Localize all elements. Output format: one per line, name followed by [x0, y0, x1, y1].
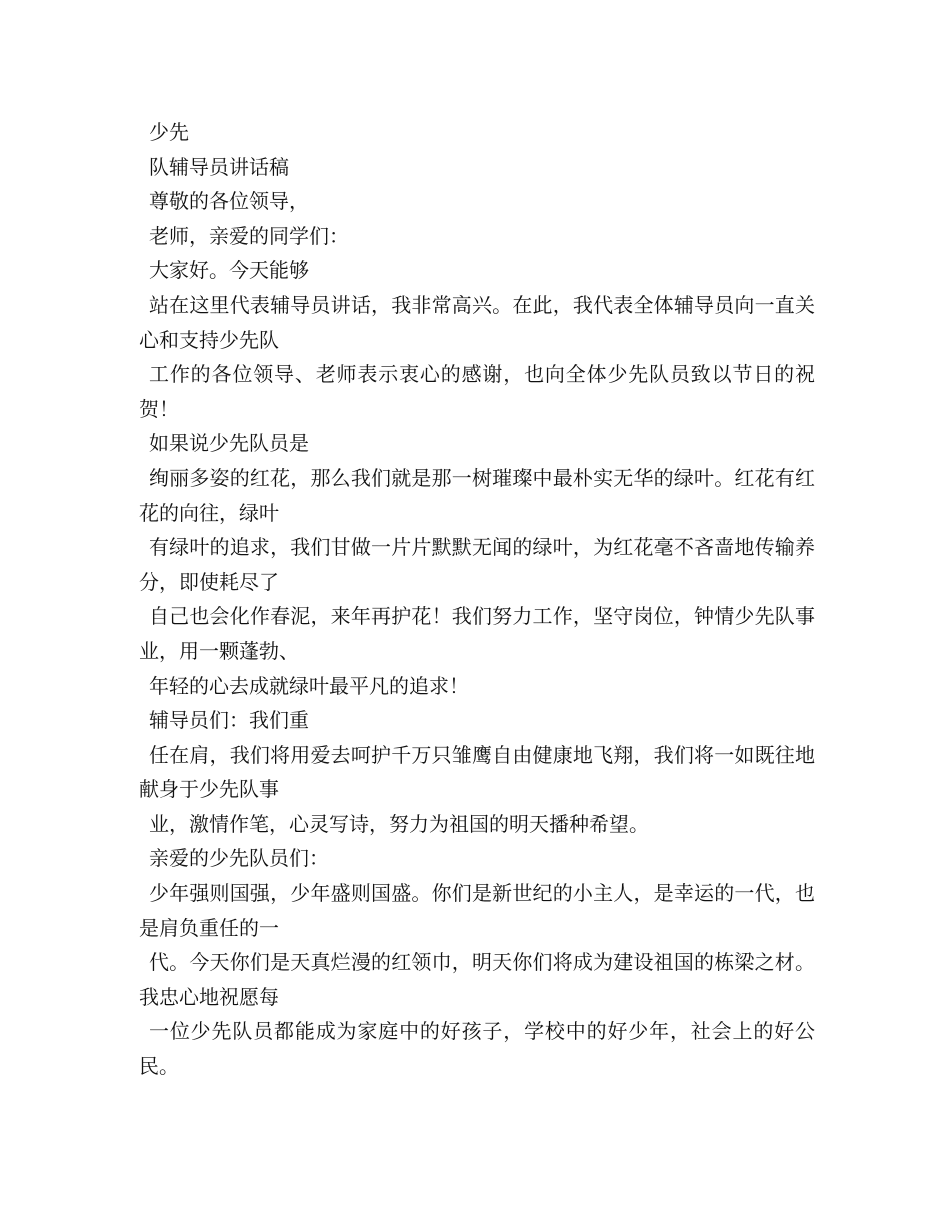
- paragraph-3: 如果说少先队员是: [149, 431, 309, 456]
- paragraph-5: 有绿叶的追求，我们甘做一片片默默无闻的绿叶，为红花毫不吝啬地传输养分，即使耗尽了: [139, 535, 815, 594]
- title-line-1: 少先: [149, 120, 189, 144]
- salutation-line-2: 老师，亲爱的同学们：: [149, 223, 349, 248]
- paragraph-6: 自己也会化作春泥，来年再护花！我们努力工作，坚守岗位，钟情少先队事业，用一颗蓬勃、: [139, 604, 815, 663]
- paragraph-1: 站在这里代表辅导员讲话，我非常高兴。在此，我代表全体辅导员向一直关心和支持少先队: [139, 292, 815, 352]
- greeting-line: 大家好。今天能够: [149, 258, 309, 283]
- paragraph-2: 工作的各位领导、老师表示衷心的感谢，也向全体少先队员致以节日的祝贺！: [139, 362, 815, 421]
- paragraph-12: 少年强则国强，少年盛则国盛。你们是新世纪的小主人，是幸运的一代，也是肩负重任的一: [139, 881, 815, 940]
- salutation-line-1: 尊敬的各位领导，: [149, 189, 309, 214]
- paragraph-14: 一位少先队员都能成为家庭中的好孩子，学校中的好少年，社会上的好公民。: [139, 1019, 815, 1079]
- paragraph-10: 业，激情作笔，心灵写诗，努力为祖国的明天播种希望。: [149, 811, 649, 836]
- paragraph-11: 亲爱的少先队员们：: [149, 846, 329, 871]
- paragraph-13: 代。今天你们是天真烂漫的红领巾，明天你们将成为建设祖国的栋梁之材。我忠心地祝愿每: [139, 950, 815, 1009]
- paragraph-8: 辅导员们：我们重: [149, 708, 309, 733]
- speech-document: [139, 115, 815, 1084]
- title-line-2: 队辅导员讲话稿: [149, 154, 289, 179]
- paragraph-9: 任在肩，我们将用爱去呵护千万只雏鹰自由健康地飞翔，我们将一如既往地献身于少先队事: [139, 742, 815, 802]
- paragraph-7: 年轻的心去成就绿叶最平凡的追求！: [149, 673, 469, 698]
- paragraph-4: 绚丽多姿的红花，那么我们就是那一树璀璨中最朴实无华的绿叶。红花有红花的向往，绿叶: [139, 465, 815, 525]
